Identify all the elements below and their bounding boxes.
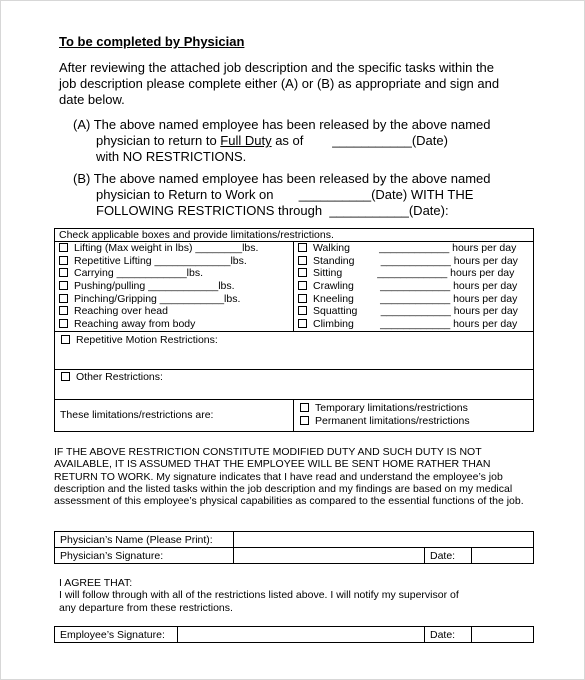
- employee-signature-table: [54, 626, 534, 643]
- option-b-line: (B) The above named employee has been released by the above named: [73, 171, 491, 186]
- option-a-line: [73, 133, 490, 149]
- option-a: [73, 117, 490, 165]
- temporary-option[interactable]: Temporary limitations/restrictions: [300, 402, 529, 415]
- option-a-line: with NO RESTRICTIONS.: [96, 149, 247, 164]
- restriction-item[interactable]: Carrying ____________lbs.: [59, 267, 289, 280]
- checkbox[interactable]: [59, 256, 68, 265]
- agreement-line: I AGREE THAT:: [59, 577, 133, 589]
- checkbox[interactable]: [59, 294, 68, 303]
- restrictions-header: Check applicable boxes and provide limitations/restrictions.: [55, 229, 534, 242]
- physician-date-label: Date:: [425, 548, 472, 564]
- restriction-item[interactable]: Climbing ____________ hours per day: [298, 318, 529, 331]
- restriction-item[interactable]: Sitting ____________ hours per day: [298, 267, 529, 280]
- checkbox[interactable]: [300, 403, 309, 412]
- physician-signature-label: Physician’s Signature:: [55, 548, 234, 564]
- restriction-item[interactable]: Standing ____________ hours per day: [298, 255, 529, 268]
- limitations-label: These limitations/restrictions are:: [55, 399, 294, 431]
- permanent-option[interactable]: Permanent limitations/restrictions: [300, 415, 529, 428]
- physician-name-field[interactable]: [234, 532, 534, 548]
- option-b-date-line[interactable]: physician to Return to Work on __________(Date) WITH THE: [96, 187, 474, 202]
- checkbox[interactable]: [59, 268, 68, 277]
- restriction-item[interactable]: Kneeling ____________ hours per day: [298, 293, 529, 306]
- restriction-item[interactable]: Squatting ____________ hours per day: [298, 305, 529, 318]
- other-restrictions-cell[interactable]: [55, 369, 534, 399]
- restriction-item[interactable]: Walking ____________ hours per day: [298, 242, 529, 255]
- checkbox[interactable]: [298, 294, 307, 303]
- other-restrictions-label: Other Restrictions:: [76, 370, 163, 383]
- restrictions-table: [54, 228, 534, 432]
- restriction-item[interactable]: Lifting (Max weight in lbs) ________lbs.: [59, 242, 289, 255]
- physician-name-label: Physician’s Name (Please Print):: [55, 532, 234, 548]
- form-heading: To be completed by Physician: [59, 34, 245, 49]
- checkbox[interactable]: [59, 243, 68, 252]
- physician-date-field[interactable]: [472, 548, 534, 564]
- employee-date-field[interactable]: [472, 627, 534, 643]
- restriction-item[interactable]: Pinching/Gripping ___________lbs.: [59, 293, 289, 306]
- option-a-date-field[interactable]: as of ___________(Date): [271, 133, 448, 148]
- repetitive-motion-label: Repetitive Motion Restrictions:: [76, 333, 218, 346]
- checkbox[interactable]: [59, 281, 68, 290]
- checkbox[interactable]: [298, 281, 307, 290]
- option-a-text: physician to return to: [96, 133, 221, 148]
- option-b-through-line[interactable]: FOLLOWING RESTRICTIONS through ___________(Date):: [96, 203, 449, 218]
- checkbox[interactable]: [298, 268, 307, 277]
- intro-line: After reviewing the attached job description and the specific tasks within the: [59, 60, 495, 75]
- restriction-item[interactable]: Crawling ____________ hours per day: [298, 280, 529, 293]
- checkbox[interactable]: [298, 306, 307, 315]
- checkbox[interactable]: [298, 319, 307, 328]
- employee-signature-label: Employee’s Signature:: [55, 627, 178, 643]
- full-duty-text: Full Duty: [220, 133, 272, 148]
- limitation-type-cell: [294, 399, 534, 431]
- intro-line: job description please complete either (A) or (B) as appropriate and sign and: [59, 76, 500, 91]
- restriction-item[interactable]: Reaching over head: [59, 305, 289, 318]
- agreement-line: I will follow through with all of the restrictions listed above. I will notify my supervisor of: [59, 589, 459, 602]
- checkbox[interactable]: [298, 256, 307, 265]
- physician-signature-table: [54, 531, 534, 564]
- employee-signature-field[interactable]: [178, 627, 425, 643]
- option-b: [73, 171, 490, 219]
- checkbox[interactable]: [61, 372, 70, 381]
- agreement-paragraph: [59, 577, 459, 614]
- restriction-item[interactable]: Reaching away from body: [59, 318, 289, 331]
- agreement-line: any departure from these restrictions.: [59, 601, 233, 614]
- restriction-item[interactable]: Pushing/pulling ____________lbs.: [59, 280, 289, 293]
- option-a-line: (A) The above named employee has been released by the above named: [73, 117, 491, 132]
- checkbox[interactable]: [59, 319, 68, 328]
- physician-signature-field[interactable]: [234, 548, 425, 564]
- intro-line: date below.: [59, 92, 125, 107]
- right-restrictions-cell: [294, 242, 534, 332]
- notice-paragraph: IF THE ABOVE RESTRICTION CONSTITUTE MODIFIED DUTY AND SUCH DUTY IS NOT AVAILABLE, IT IS ASSUMED THAT THE EMPLOYEE WILL BE SENT HOME RATHER THAN RETURN TO WORK. My signature indicates that I have read and understand the employee’s job description and the listed tasks within the job description and my findings are based on my medical assessment of this employee’s physical capabilities as compared to the essential functions of the job.: [54, 446, 524, 508]
- repetitive-motion-cell[interactable]: [55, 331, 534, 369]
- checkbox[interactable]: [298, 243, 307, 252]
- checkbox[interactable]: [300, 416, 309, 425]
- checkbox[interactable]: [59, 306, 68, 315]
- restriction-item[interactable]: Repetitive Lifting _____________lbs.: [59, 255, 289, 268]
- employee-date-label: Date:: [425, 627, 472, 643]
- intro-paragraph: [59, 60, 499, 108]
- left-restrictions-cell: [55, 242, 294, 332]
- checkbox[interactable]: [61, 335, 70, 344]
